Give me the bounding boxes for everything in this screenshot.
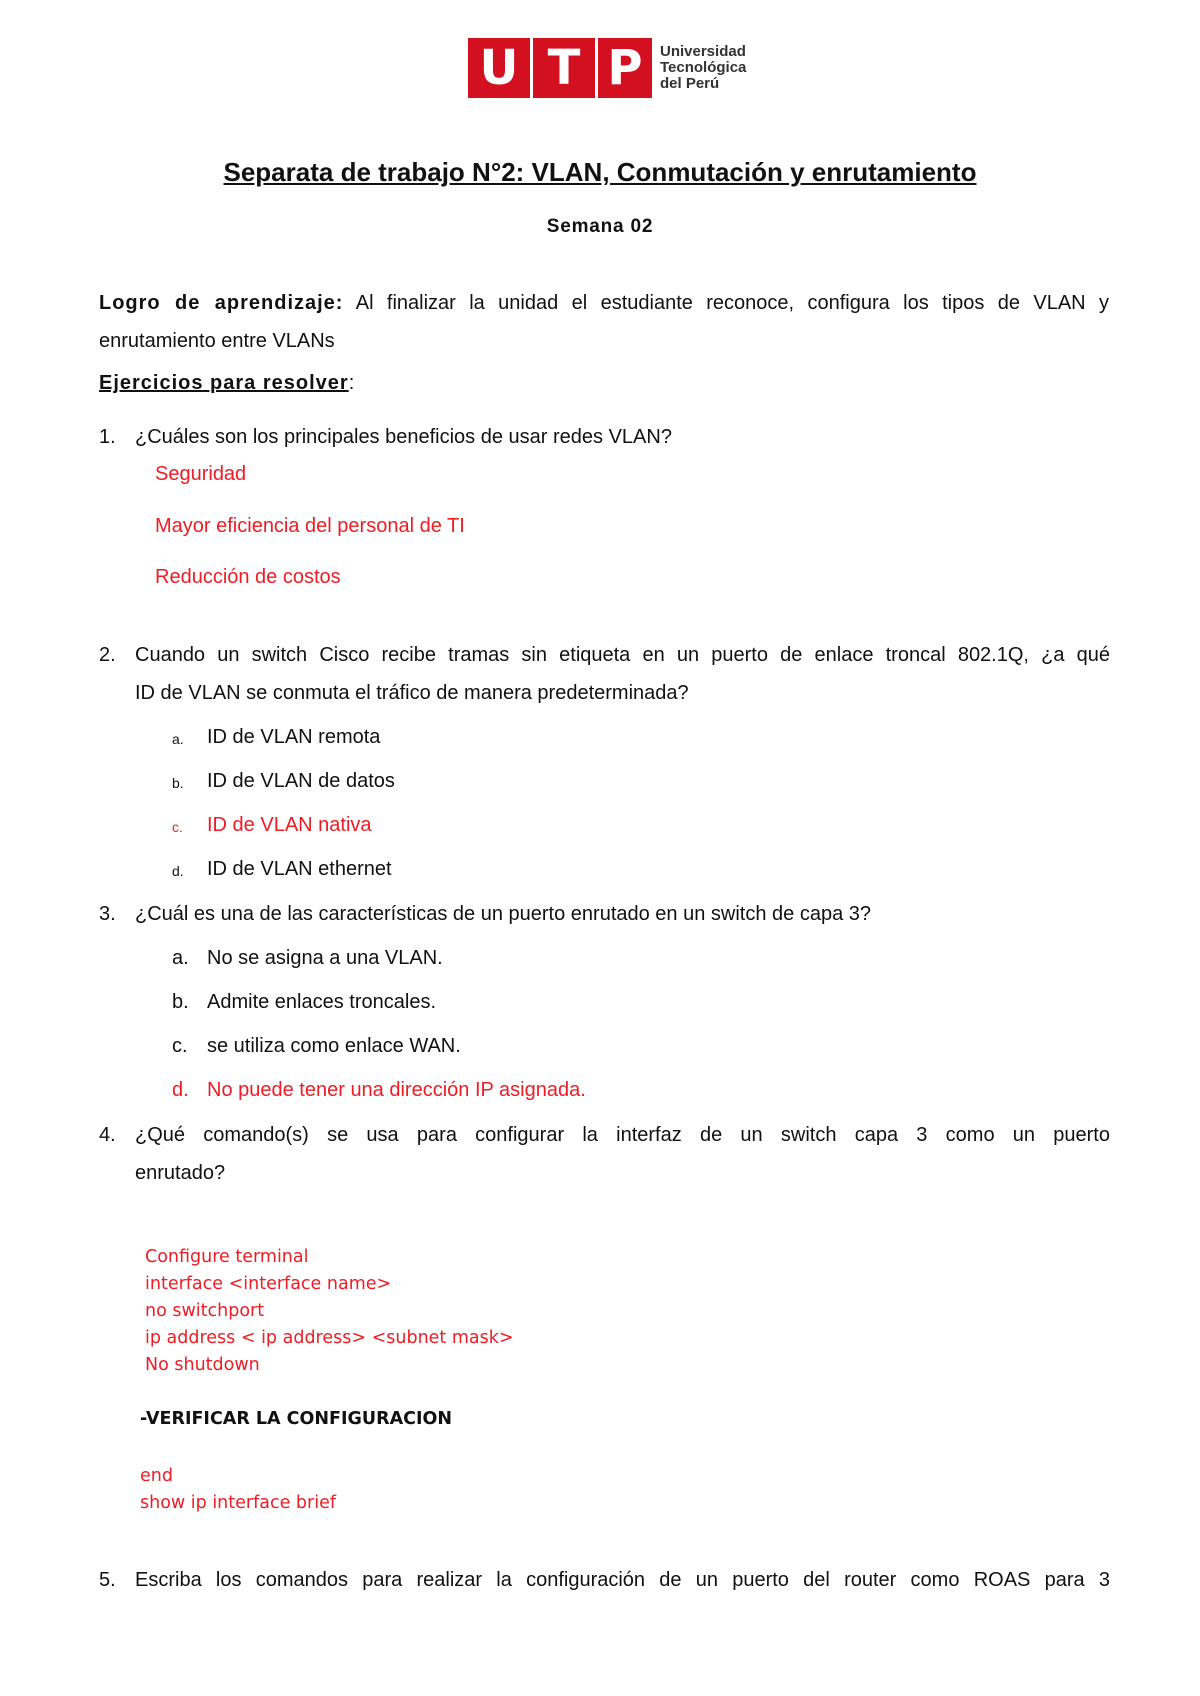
q2-option-a: ID de VLAN remota [207,726,381,748]
q2-option-b-letter: b. [172,775,184,791]
question-4-number: 4. [99,1124,116,1146]
q3-option-c: se utiliza como enlace WAN. [207,1035,461,1057]
week-label: Semana 02 [546,216,654,237]
question-4-text-line-1: ¿Qué comando(s) se usa para configurar la interfaz de un switch capa 3 como un puerto [135,1124,1110,1146]
logo-letter-u: U [468,38,530,98]
q1-answer-1: Seguridad [155,463,247,485]
q3-option-a-letter: a. [172,947,189,969]
q2-option-a-letter: a. [172,731,184,747]
q3-option-c-letter: c. [172,1035,188,1057]
q2-option-c-letter: c. [172,819,183,835]
code-line: ip address < ip address> <subnet mask> [145,1328,514,1348]
verify-heading: -VERIFICAR LA CONFIGURACION [140,1409,452,1429]
learning-goal-label: Logro de aprendizaje: [99,292,344,314]
q3-option-d-correct: No puede tener una dirección IP asignada. [207,1079,586,1101]
question-2-text-line-2: ID de VLAN se conmuta el tráfico de manera predeterminada? [135,682,689,704]
question-3-text: ¿Cuál es una de las características de un puerto enrutado en un switch de capa 3? [135,903,872,925]
question-1-number: 1. [99,426,116,448]
logo-letter-t: T [533,38,595,98]
q2-option-b: ID de VLAN de datos [207,770,395,792]
code-line: show ip interface brief [140,1493,337,1513]
q3-option-d-letter: d. [172,1079,189,1101]
q2-option-c-correct: ID de VLAN nativa [207,814,372,836]
page-title: Separata de trabajo N°2: VLAN, Conmutación y enrutamiento [223,157,977,187]
q1-answer-3: Reducción de costos [155,566,341,588]
question-1-text: ¿Cuáles son los principales beneficios de usar redes VLAN? [135,426,672,448]
learning-goal-line-2: enrutamiento entre VLANs [99,330,335,352]
question-3-number: 3. [99,903,116,925]
question-5-number: 5. [99,1569,116,1591]
logo-letter-p: P [598,38,652,98]
learning-goal-line-1 [99,284,1109,322]
logo-line-1: Universidad [660,43,746,60]
q2-option-d: ID de VLAN ethernet [207,858,392,880]
q3-option-b-letter: b. [172,991,189,1013]
q2-option-d-letter: d. [172,863,184,879]
question-5-text: Escriba los comandos para realizar la configuración de un puerto del router como ROAS para 3 [135,1569,1110,1591]
q3-option-a: No se asigna a una VLAN. [207,947,443,969]
code-line: interface <interface name> [145,1274,392,1294]
q1-answer-2: Mayor eficiencia del personal de TI [155,515,465,537]
question-2-text-line-1: Cuando un switch Cisco recibe tramas sin etiqueta en un puerto de enlace troncal 802.1Q, ¿a qué [135,644,1110,666]
code-line: Configure terminal [145,1247,309,1267]
learning-goal-text: Al finalizar la unidad el estudiante reconoce, configura los tipos de VLAN y [343,292,1109,314]
question-4-text-line-2: enrutado? [135,1162,226,1184]
question-2-number: 2. [99,644,116,666]
q3-option-b: Admite enlaces troncales. [207,991,437,1013]
exercises-heading-colon: : [348,372,355,394]
logo-line-3: del Perú [660,75,720,92]
code-line: end [140,1466,173,1486]
logo-university-name [660,44,746,92]
logo-line-2: Tecnológica [660,59,747,76]
q4-verify-code-block [140,1463,336,1517]
code-line: no switchport [145,1301,265,1321]
exercises-heading-text: Ejercicios para resolver [99,372,349,394]
q4-code-block [145,1244,514,1379]
code-line: No shutdown [145,1355,260,1375]
exercises-heading [99,372,354,395]
